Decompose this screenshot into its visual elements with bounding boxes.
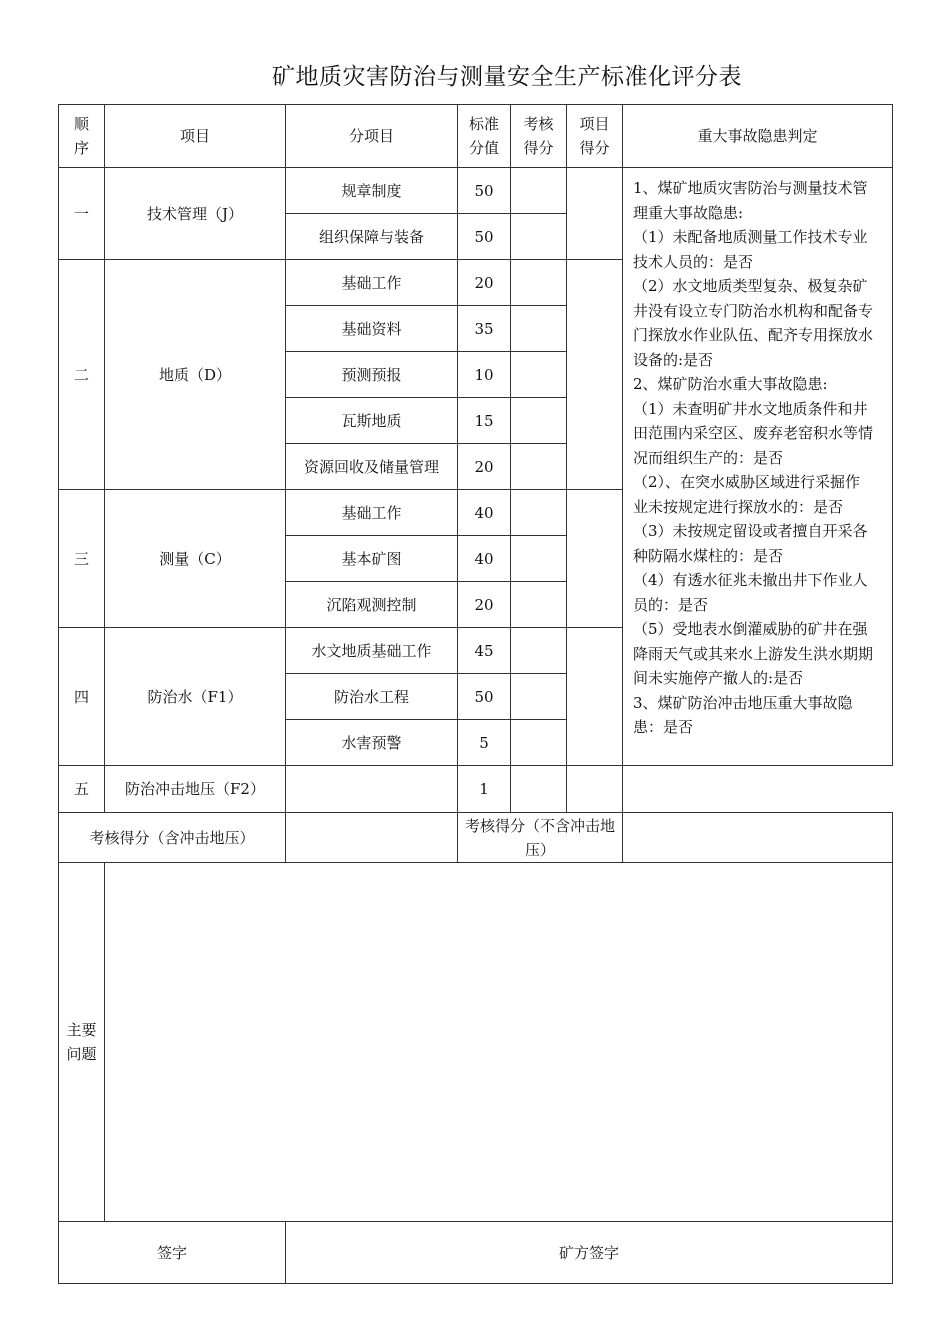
problems-content-cell[interactable] [105, 863, 893, 1222]
section-name: 防治水（F1） [105, 628, 286, 766]
standard-score: 50 [458, 168, 511, 214]
header-seq: 顺 序 [59, 105, 105, 168]
section-name: 防治冲击地压（F2） [105, 766, 286, 813]
assessment-score-cell[interactable] [511, 628, 567, 674]
assessment-score-cell[interactable] [511, 720, 567, 766]
signature-label: 签字 [59, 1222, 286, 1284]
assessment-score-cell[interactable] [511, 352, 567, 398]
total-with-impact-value[interactable] [286, 813, 458, 863]
section-seq: 五 [59, 766, 105, 813]
signature-row [59, 1222, 893, 1284]
header-standard-score: 标准 分值 [458, 105, 511, 168]
subitem-name: 组织保障与装备 [286, 214, 458, 260]
assessment-score-cell[interactable] [511, 766, 567, 813]
total-with-impact-label: 考核得分（含冲击地压） [59, 813, 286, 863]
assessment-score-cell[interactable] [511, 536, 567, 582]
subitem-name: 防治水工程 [286, 674, 458, 720]
standard-score: 20 [458, 444, 511, 490]
header-item: 项目 [105, 105, 286, 168]
project-score-cell[interactable] [567, 168, 623, 260]
project-score-cell[interactable] [567, 260, 623, 490]
header-major-hazard: 重大事故隐患判定 [623, 105, 893, 168]
standard-score: 40 [458, 490, 511, 536]
header-row [59, 105, 893, 168]
subitem-name: 资源回收及储量管理 [286, 444, 458, 490]
section-seq: 一 [59, 168, 105, 260]
standard-score: 20 [458, 582, 511, 628]
subitem-name: 基础工作 [286, 490, 458, 536]
assessment-score-cell[interactable] [511, 260, 567, 306]
standard-score: 20 [458, 260, 511, 306]
assessment-score-cell[interactable] [511, 490, 567, 536]
assessment-score-cell[interactable] [511, 444, 567, 490]
header-subitem: 分项目 [286, 105, 458, 168]
section-name: 地质（D） [105, 260, 286, 490]
header-assessment-score: 考核 得分 [511, 105, 567, 168]
project-score-cell[interactable] [567, 628, 623, 766]
total-without-impact-value[interactable] [623, 813, 893, 863]
subitem-name: 预测预报 [286, 352, 458, 398]
subitem-name: 基础资料 [286, 306, 458, 352]
total-without-impact-label: 考核得分（不含冲击地 压） [458, 813, 623, 863]
section-seq: 四 [59, 628, 105, 766]
header-project-score: 项目 得分 [567, 105, 623, 168]
assessment-score-cell[interactable] [511, 674, 567, 720]
subitem-name: 基础工作 [286, 260, 458, 306]
assessment-score-cell[interactable] [511, 214, 567, 260]
totals-row [59, 813, 893, 863]
problems-row [59, 863, 893, 1222]
standard-score: 35 [458, 306, 511, 352]
standard-score: 10 [458, 352, 511, 398]
subitem-name: 水害预警 [286, 720, 458, 766]
score-table [58, 104, 893, 1284]
subitem-name [286, 766, 458, 813]
subitem-name: 水文地质基础工作 [286, 628, 458, 674]
page-title: 矿地质灾害防治与测量安全生产标准化评分表 [272, 64, 742, 90]
major-hazard-content: 1、煤矿地质灾害防治与测量技术管 理重大事故隐患: （1）未配备地质测量工作技术专业 技术人员的：是否 （2）水文地质类型复杂、极复杂矿 井没有设立专门防治水机构和配备专 门探放水作业队伍、配齐专用探放水 设备的:是否 2、煤矿防治水重大事故隐患: （1）未查明矿井水文地质条件和井 田范围内采空区、废弃老窑积水等情 况而组织生产的：是否 （2）、在突水威胁区域进行采掘作 业未按规定进行探放水的：是否 （3）未按规定留设或者擅自开采各 种防隔水煤柱的：是否 （4）有透水征兆未撤出井下作业人 员的：是否 （5）受地表水倒灌威胁的矿井在强 降雨天气或其来水上游发生洪水期期 间未实施停产撤人的:是否 3、煤矿防治冲击地压重大事故隐 患：是否 [623, 168, 893, 766]
standard-score: 15 [458, 398, 511, 444]
table-row [59, 168, 893, 214]
subitem-name: 基本矿图 [286, 536, 458, 582]
project-score-cell[interactable] [567, 766, 623, 813]
standard-score: 50 [458, 674, 511, 720]
standard-score: 40 [458, 536, 511, 582]
assessment-score-cell[interactable] [511, 582, 567, 628]
standard-score: 50 [458, 214, 511, 260]
standard-score: 45 [458, 628, 511, 674]
assessment-score-cell[interactable] [511, 398, 567, 444]
subitem-name: 瓦斯地质 [286, 398, 458, 444]
section-name: 测量（C） [105, 490, 286, 628]
subitem-name: 沉陷观测控制 [286, 582, 458, 628]
standard-score: 1 [458, 766, 511, 813]
assessment-score-cell[interactable] [511, 168, 567, 214]
subitem-name: 规章制度 [286, 168, 458, 214]
standard-score: 5 [458, 720, 511, 766]
mine-signature-label: 矿方签字 [286, 1222, 893, 1284]
project-score-cell[interactable] [567, 490, 623, 628]
section-seq: 三 [59, 490, 105, 628]
table-row [59, 766, 893, 813]
section-seq: 二 [59, 260, 105, 490]
problems-label: 主要 问题 [59, 863, 105, 1222]
assessment-score-cell[interactable] [511, 306, 567, 352]
section-name: 技术管理（J） [105, 168, 286, 260]
